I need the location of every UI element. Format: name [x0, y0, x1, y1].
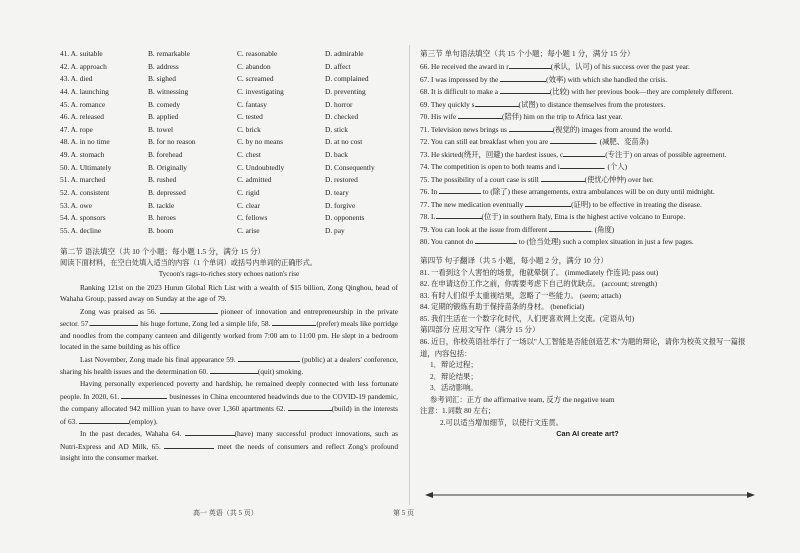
text-run: (承认，认可) of his success over the past year.: [550, 62, 690, 71]
right-column: [420, 48, 755, 440]
text-run: 72. You can still eat breakfast when you are: [420, 137, 550, 146]
section2-instruction: 阅读下面材料，在空白处填入适当的内容（1 个单词）或括号内单词的正确形式。: [60, 258, 317, 267]
text-run: (public) at a dealers' conference, sharing his health issues and the determination 60.: [60, 354, 398, 377]
answer-blank[interactable]: [288, 402, 332, 411]
grammar-question: [420, 160, 755, 173]
text-run: Last November, Zong made his final appearance 59.: [80, 354, 238, 364]
answer-blank[interactable]: [475, 98, 519, 107]
option-choice: B. boom: [148, 225, 174, 235]
text-run: 75. The possibility of a court case is still: [420, 174, 541, 184]
text-run: . (个人): [603, 162, 628, 171]
grammar-question: [420, 185, 755, 198]
text-run: 68. It is difficult to make a: [420, 87, 500, 96]
option-choice: C. rigid: [237, 188, 260, 198]
option-row: [60, 225, 398, 238]
option-row: [60, 61, 398, 74]
grammar-question: [420, 85, 755, 98]
option-choice: D. horror: [325, 99, 353, 109]
option-choice: B. comedy: [148, 99, 181, 109]
text-run: Zong was praised as 56.: [80, 306, 160, 316]
reference-vocabulary: 参考词汇：正方 the affirmative team, 反方 the negative team: [430, 394, 615, 404]
option-choice: 44. A. launching: [60, 86, 109, 96]
text-run: 71. Television news brings us: [420, 124, 509, 134]
section3-title: 第三节 单句语法填空（共 15 个小题；每小题 1 分，满分 15 分）: [420, 49, 635, 58]
text-run: his huge fortune, Zong led a simple life, 58.: [138, 319, 273, 329]
passage-paragraph-2: [60, 305, 398, 353]
option-row: [60, 124, 398, 137]
grammar-question: [420, 210, 755, 223]
passage-paragraph-5: [60, 427, 398, 464]
section4-title: 第四节 句子翻译（共 5 小题，每小题 2 分，满分 10 分）: [420, 255, 608, 265]
text-run: 70. His wife: [420, 112, 458, 121]
text-run: (比较) with her previous book—they are completely different.: [549, 87, 734, 96]
option-choice: C. admitted: [237, 175, 272, 185]
answer-blank[interactable]: [560, 160, 604, 169]
text-run: (视觉的) images from around the world.: [552, 124, 673, 134]
option-choice: C. fantasy: [237, 99, 267, 109]
text-run: 80. You cannot do: [420, 237, 476, 246]
section2-title: 第二节 语法填空（共 10 个小题；每小题 1.5 分，满分 15 分）: [60, 246, 266, 256]
text-run: (证明) to be effective in treating the disease.: [571, 199, 702, 209]
option-choice: C. chest: [237, 150, 261, 160]
text-run: (陪伴) him on the trip to Africa last year.: [501, 112, 623, 121]
grammar-question: [420, 98, 755, 111]
option-row: [60, 111, 398, 124]
section4-items: [420, 267, 755, 325]
text-run: (build) in the interests of 63.: [60, 404, 398, 426]
option-choice: 52. A. consistent: [60, 188, 110, 198]
option-choice: D. admirable: [325, 49, 364, 58]
option-row: [60, 73, 398, 86]
text-run: (employ).: [128, 416, 158, 426]
option-row: [60, 174, 398, 187]
option-choice: D. pay: [325, 225, 345, 235]
option-row: [60, 149, 398, 162]
option-row: [60, 162, 398, 175]
answer-blank[interactable]: [500, 85, 550, 94]
option-row: [60, 212, 398, 225]
option-choice: 49. A. stomach: [60, 150, 105, 160]
answer-blank[interactable]: [549, 223, 591, 232]
option-choice: C. clear: [237, 200, 260, 210]
option-choice: D. affect: [325, 61, 351, 71]
option-row: [60, 99, 398, 112]
option-choice: B. remarkable: [148, 49, 190, 58]
option-choice: D. back: [325, 150, 348, 160]
text-run: (have) many successful product innovations, such as Nutri-Express and AD Milk, 65.: [60, 429, 398, 451]
option-choice: C. by no means: [237, 137, 283, 147]
answer-blank[interactable]: [509, 123, 553, 132]
text-run: (专注于) on areas of possible agreement.: [605, 149, 727, 159]
grammar-question: [420, 73, 755, 86]
grammar-question: [420, 223, 755, 236]
column-divider: [409, 45, 410, 505]
text-run: 66. He received the award in r: [420, 62, 509, 71]
text-run: In the past decades, Wahaha 64.: [80, 429, 185, 439]
option-choice: D. teary: [325, 188, 349, 198]
option-row: [60, 200, 398, 213]
option-choice: C. investigating: [237, 86, 284, 96]
footer-page-number: 第 5 页: [393, 509, 414, 517]
translation-question: 82. 在申请这份工作之前，你需要考虑下自己的优缺点。 (account; strength): [420, 279, 658, 288]
answer-blank[interactable]: [563, 148, 605, 157]
grammar-question: [420, 60, 755, 73]
option-choice: B. sighed: [148, 74, 176, 84]
option-choice: B. rushed: [148, 175, 177, 185]
answer-blank[interactable]: [210, 365, 258, 374]
option-choice: C. reasonable: [237, 49, 278, 58]
option-choice: D. preventing: [325, 86, 366, 96]
answer-blank[interactable]: [272, 317, 316, 326]
passage-paragraph-3: [60, 353, 398, 378]
option-choice: 50. A. Ultimately: [60, 162, 112, 172]
option-choice: B. forehead: [148, 150, 183, 160]
option-choice: 43. A. died: [60, 74, 93, 84]
option-row: [60, 136, 398, 149]
text-run: businesses in China encountered headwinds due to the COVID-19 pandemic, the company allocated 942 million yuan to have over 1,360 apartments 62.: [60, 391, 398, 414]
answer-blank[interactable]: [160, 305, 218, 314]
answer-blank[interactable]: [439, 185, 481, 194]
option-choice: D. complained: [325, 74, 369, 84]
answer-blank[interactable]: [185, 427, 235, 436]
option-choice: D. opponents: [325, 213, 365, 223]
grammar-question: [420, 123, 755, 136]
text-run: (效率) with which she handled the crisis.: [546, 74, 668, 84]
answer-blank[interactable]: [90, 317, 138, 326]
option-choice: C. abandon: [237, 61, 271, 71]
translation-question: 84. 定期的锻炼有助于保持苗条的身材。 (beneficial): [420, 302, 585, 311]
text-run: meet the needs of consumers and reflect Zong's profound insight into the consumer market.: [60, 441, 398, 463]
writing-task: 86. 近日，你校英语社举行了一场以"人工智能是否能创造艺术"为题的辩论，请你为校英文报写一篇报道，内容包括：: [420, 337, 746, 358]
text-run: 77. The new medication eventually: [420, 199, 526, 209]
text-run: 67. I was impressed by the: [420, 74, 501, 84]
option-choice: D. Consequently: [325, 162, 375, 172]
writing-point: 2．辩论结果；: [430, 371, 478, 381]
option-row: [60, 48, 398, 61]
grammar-question: [420, 173, 755, 186]
option-choice: D. checked: [325, 112, 359, 122]
writing-line-arrow: [425, 491, 755, 499]
writing-point: 3．活动影响。: [430, 383, 478, 392]
text-run: (prefer) meals like porridge and noodles from the company canteen and diligently worked from 7:00 am to 11:00 pm. He slept in a bedroom located in the same building as his office: [60, 319, 399, 352]
text-run: . (角度): [590, 224, 615, 234]
translation-question: 85. 我们生活在一个数字化时代，人们更喜欢网上交流。(定语从句): [420, 313, 635, 323]
option-choice: 46. A. released: [60, 112, 104, 122]
text-run: 78. L: [420, 212, 436, 221]
option-choice: C. fellows: [237, 213, 268, 223]
grammar-question: [420, 110, 755, 123]
passage-title: Tycoon's rags-to-riches story echoes nation's rise: [158, 270, 300, 279]
option-choice: B. Originally: [148, 162, 188, 172]
option-choice: 47. A. rope: [60, 124, 93, 134]
answer-blank[interactable]: [436, 210, 482, 219]
note-2: 2.可以适当增加细节，以使行文连贯。: [440, 417, 564, 427]
answer-blank[interactable]: [121, 390, 167, 399]
options-table: [60, 48, 398, 238]
translation-question: 81. 一看到这个人害怕的场景，他就晕倒了。 (immediately 作连词; pass out): [420, 267, 659, 277]
text-run: 79. You can look at the issue from different: [420, 224, 549, 234]
option-row: [60, 187, 398, 200]
option-choice: D. stick: [325, 124, 348, 134]
answer-blank[interactable]: [525, 198, 571, 207]
text-run: (quit) smoking.: [257, 367, 304, 377]
option-choice: 55. A. decline: [60, 225, 102, 235]
option-choice: 42. A. approach: [60, 61, 107, 71]
translation-question: 83. 有时人们似乎太重视结果，忽略了一些能力。 (seem; attach): [420, 290, 622, 300]
answer-blank[interactable]: [79, 415, 129, 424]
text-run: 74. The competition is open to both teams and i: [420, 162, 560, 171]
option-choice: B. applied: [148, 112, 179, 122]
grammar-question: [420, 235, 755, 248]
text-run: 76. In: [420, 187, 439, 196]
writing-point: 1．辩论过程；: [430, 360, 478, 369]
option-choice: B. tackle: [148, 200, 175, 210]
option-choice: D. at no cost: [325, 137, 363, 147]
answer-blank[interactable]: [475, 235, 517, 244]
answer-blank[interactable]: [550, 135, 596, 144]
answer-blank[interactable]: [500, 73, 546, 82]
option-choice: 45. A. romance: [60, 99, 106, 109]
option-choice: B. for no reason: [148, 137, 196, 147]
grammar-question: [420, 198, 755, 211]
option-choice: C. Undoubtedly: [237, 162, 285, 172]
answer-blank[interactable]: [238, 353, 300, 362]
text-run: (位于) in southern Italy, Etna is the highest active volcano to Europe.: [481, 212, 686, 221]
text-run: (使忧心忡忡) over her.: [584, 174, 654, 184]
text-run: Having personally experienced poverty and hardship, he remained deeply connected with less fortunate people. In 2020, 61.: [60, 378, 398, 401]
answer-blank[interactable]: [541, 173, 585, 182]
option-choice: B. depressed: [148, 188, 186, 198]
answer-blank[interactable]: [458, 110, 502, 119]
text-run: . (减肥、変苗条): [595, 137, 649, 146]
option-choice: C. arise: [237, 225, 260, 235]
option-choice: C. brick: [237, 124, 261, 134]
option-choice: D. restored: [325, 175, 358, 185]
text-run: 69. They quickly s: [420, 99, 475, 109]
option-choice: B. witnessing: [148, 86, 189, 96]
answer-blank[interactable]: [164, 440, 214, 449]
note-1: 注意：1.词数 80 左右；: [420, 406, 496, 415]
option-choice: B. towel: [148, 124, 174, 134]
passage-paragraph-4: [60, 378, 398, 427]
left-column: [60, 48, 398, 464]
footer-subject: 高一 英语（共 5 页）: [193, 509, 258, 517]
answer-blank[interactable]: [509, 60, 551, 69]
option-choice: 48. A. in no time: [60, 137, 110, 147]
grammar-question: [420, 148, 755, 161]
option-choice: 53. A. owe: [60, 200, 93, 210]
writing-points: [420, 359, 755, 394]
option-choice: C. screamed: [237, 74, 274, 84]
text-run: to (除了) these arrangements, extra ambulances will be on duty until midnight.: [480, 187, 715, 196]
option-row: [60, 86, 398, 99]
text-run: pioneer of innovation and entrepreneurship in the private sector. 57.: [60, 306, 398, 329]
option-choice: 41. A. suitable: [60, 49, 103, 58]
option-choice: C. tested: [237, 112, 263, 122]
option-choice: 54. A. sponsors: [60, 213, 106, 223]
part4-title: 第四部分 应用文写作（满分 15 分）: [420, 325, 540, 334]
option-choice: D. forgive: [325, 200, 356, 210]
text-run: 73. He skirted(绕开，回避) the hardest issues, c: [420, 149, 564, 159]
option-choice: B. address: [148, 61, 179, 71]
text-run: (试图) to distance themselves from the protesters.: [518, 99, 666, 109]
text-run: to (恰当处理) such a complex situation in just a few pages.: [517, 237, 694, 246]
passage-paragraph-1: Ranking 121st on the 2023 Hurun Global Rich List with a wealth of $15 billion, Zong Qinghou, head of Wahaha Group, passed away on Sunday at the age of 79.: [60, 282, 398, 304]
option-choice: 51. A. marched: [60, 175, 106, 185]
section3-items: [420, 60, 755, 248]
grammar-question: [420, 135, 755, 148]
essay-title: Can AI create art?: [556, 429, 619, 438]
option-choice: B. heroes: [148, 213, 176, 223]
